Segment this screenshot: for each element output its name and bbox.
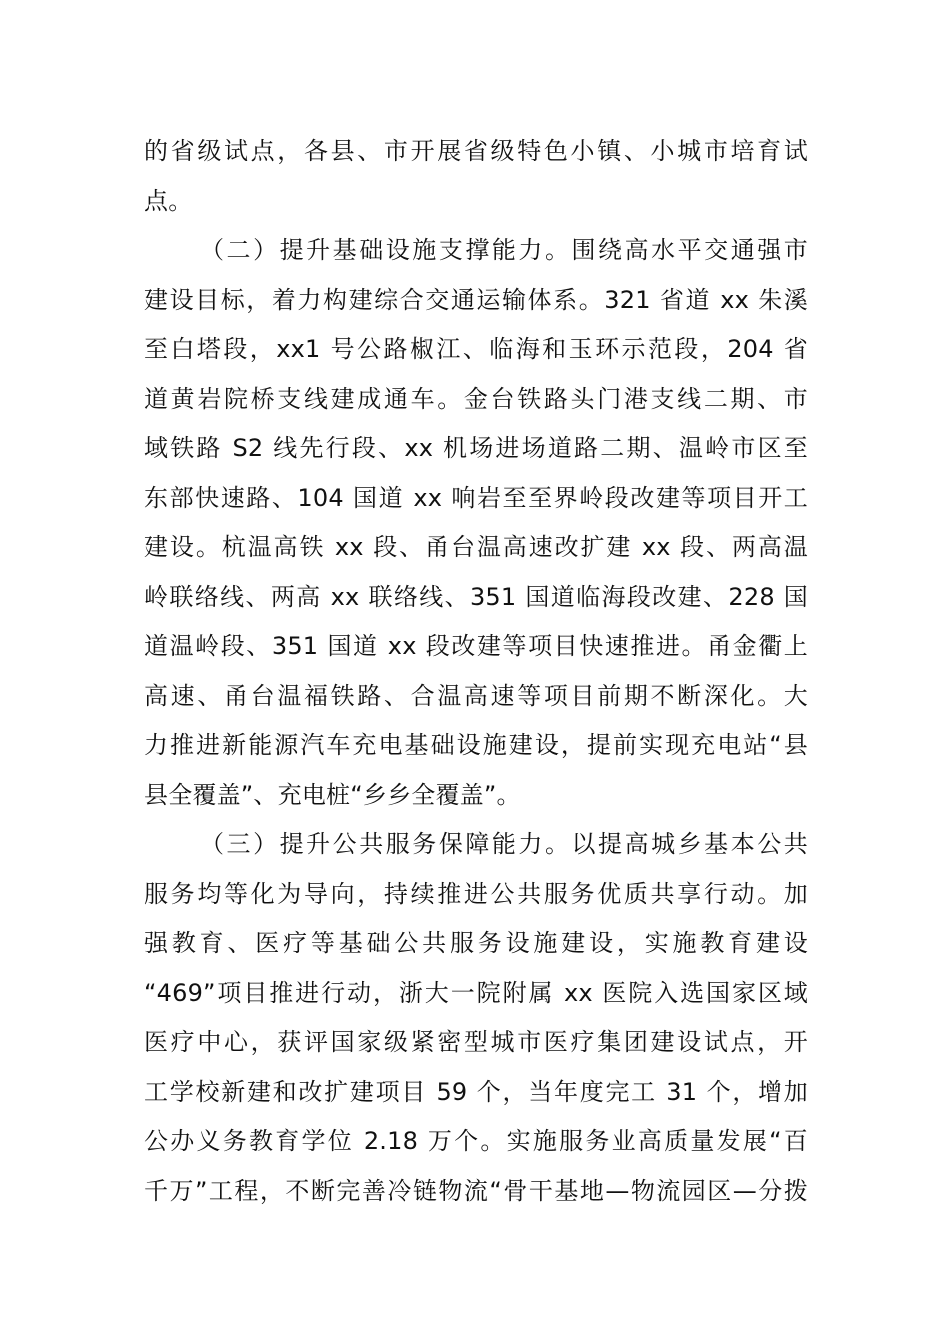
text-line-14: 县全覆盖”、充电桩“乡乡全覆盖”。: [144, 780, 521, 809]
text-line-16: 服务均等化为导向，持续推进公共服务优质共享行动。加: [144, 879, 808, 908]
text-line-5: 至白塔段，xx1 号公路椒江、临海和玉环示范段，204 省: [144, 335, 808, 363]
text-line-9: 建设。杭温高铁 xx 段、甬台温高速改扩建 xx 段、两高温: [144, 533, 808, 561]
text-line-22: 千万”工程，不断完善冷链物流“骨干基地—物流园区—分拨: [144, 1176, 808, 1205]
text-line-21: 公办义务教育学位 2.18 万个。实施服务业高质量发展“百: [144, 1127, 808, 1155]
text-line-8: 东部快速路、104 国道 xx 响岩至至界岭段改建等项目开工: [144, 483, 808, 512]
text-line-13: 力推进新能源汽车充电基础设施建设，提前实现充电站“县: [144, 731, 808, 759]
text-line-19: 医疗中心，获评国家级紧密型城市医疗集团建设试点，开: [144, 1028, 808, 1056]
text-line-11: 道温岭段、351 国道 xx 段改建等项目快速推进。甬金衢上: [144, 632, 808, 660]
text-line-12: 高速、甬台温福铁路、合温高速等项目前期不断深化。大: [144, 681, 808, 710]
text-line-2: 点。: [144, 186, 193, 215]
text-line-6: 道黄岩院桥支线建成通车。金台铁路头门港支线二期、市: [144, 384, 808, 413]
text-line-18: “469”项目推进行动，浙大一院附属 xx 医院入选国家区域: [144, 978, 808, 1007]
text-line-20: 工学校新建和改扩建项目 59 个，当年度完工 31 个，增加: [144, 1077, 808, 1106]
section-heading-2-line: （二）提升基础设施支撑能力。围绕高水平交通强市: [200, 236, 808, 264]
text-line-7: 域铁路 S2 线先行段、xx 机场进场道路二期、温岭市区至: [144, 434, 808, 462]
text-line-1: 的省级试点，各县、市开展省级特色小镇、小城市培育试: [144, 137, 808, 165]
text-line-10: 岭联络线、两高 xx 联络线、351 国道临海段改建、228 国: [144, 582, 808, 611]
body-text: [144, 127, 808, 1216]
text-line-4: 建设目标，着力构建综合交通运输体系。321 省道 xx 朱溪: [144, 285, 808, 314]
text-line-17: 强教育、医疗等基础公共服务设施建设，实施教育建设: [144, 929, 808, 957]
section-heading-3-line: （三）提升公共服务保障能力。以提高城乡基本公共: [200, 830, 808, 858]
